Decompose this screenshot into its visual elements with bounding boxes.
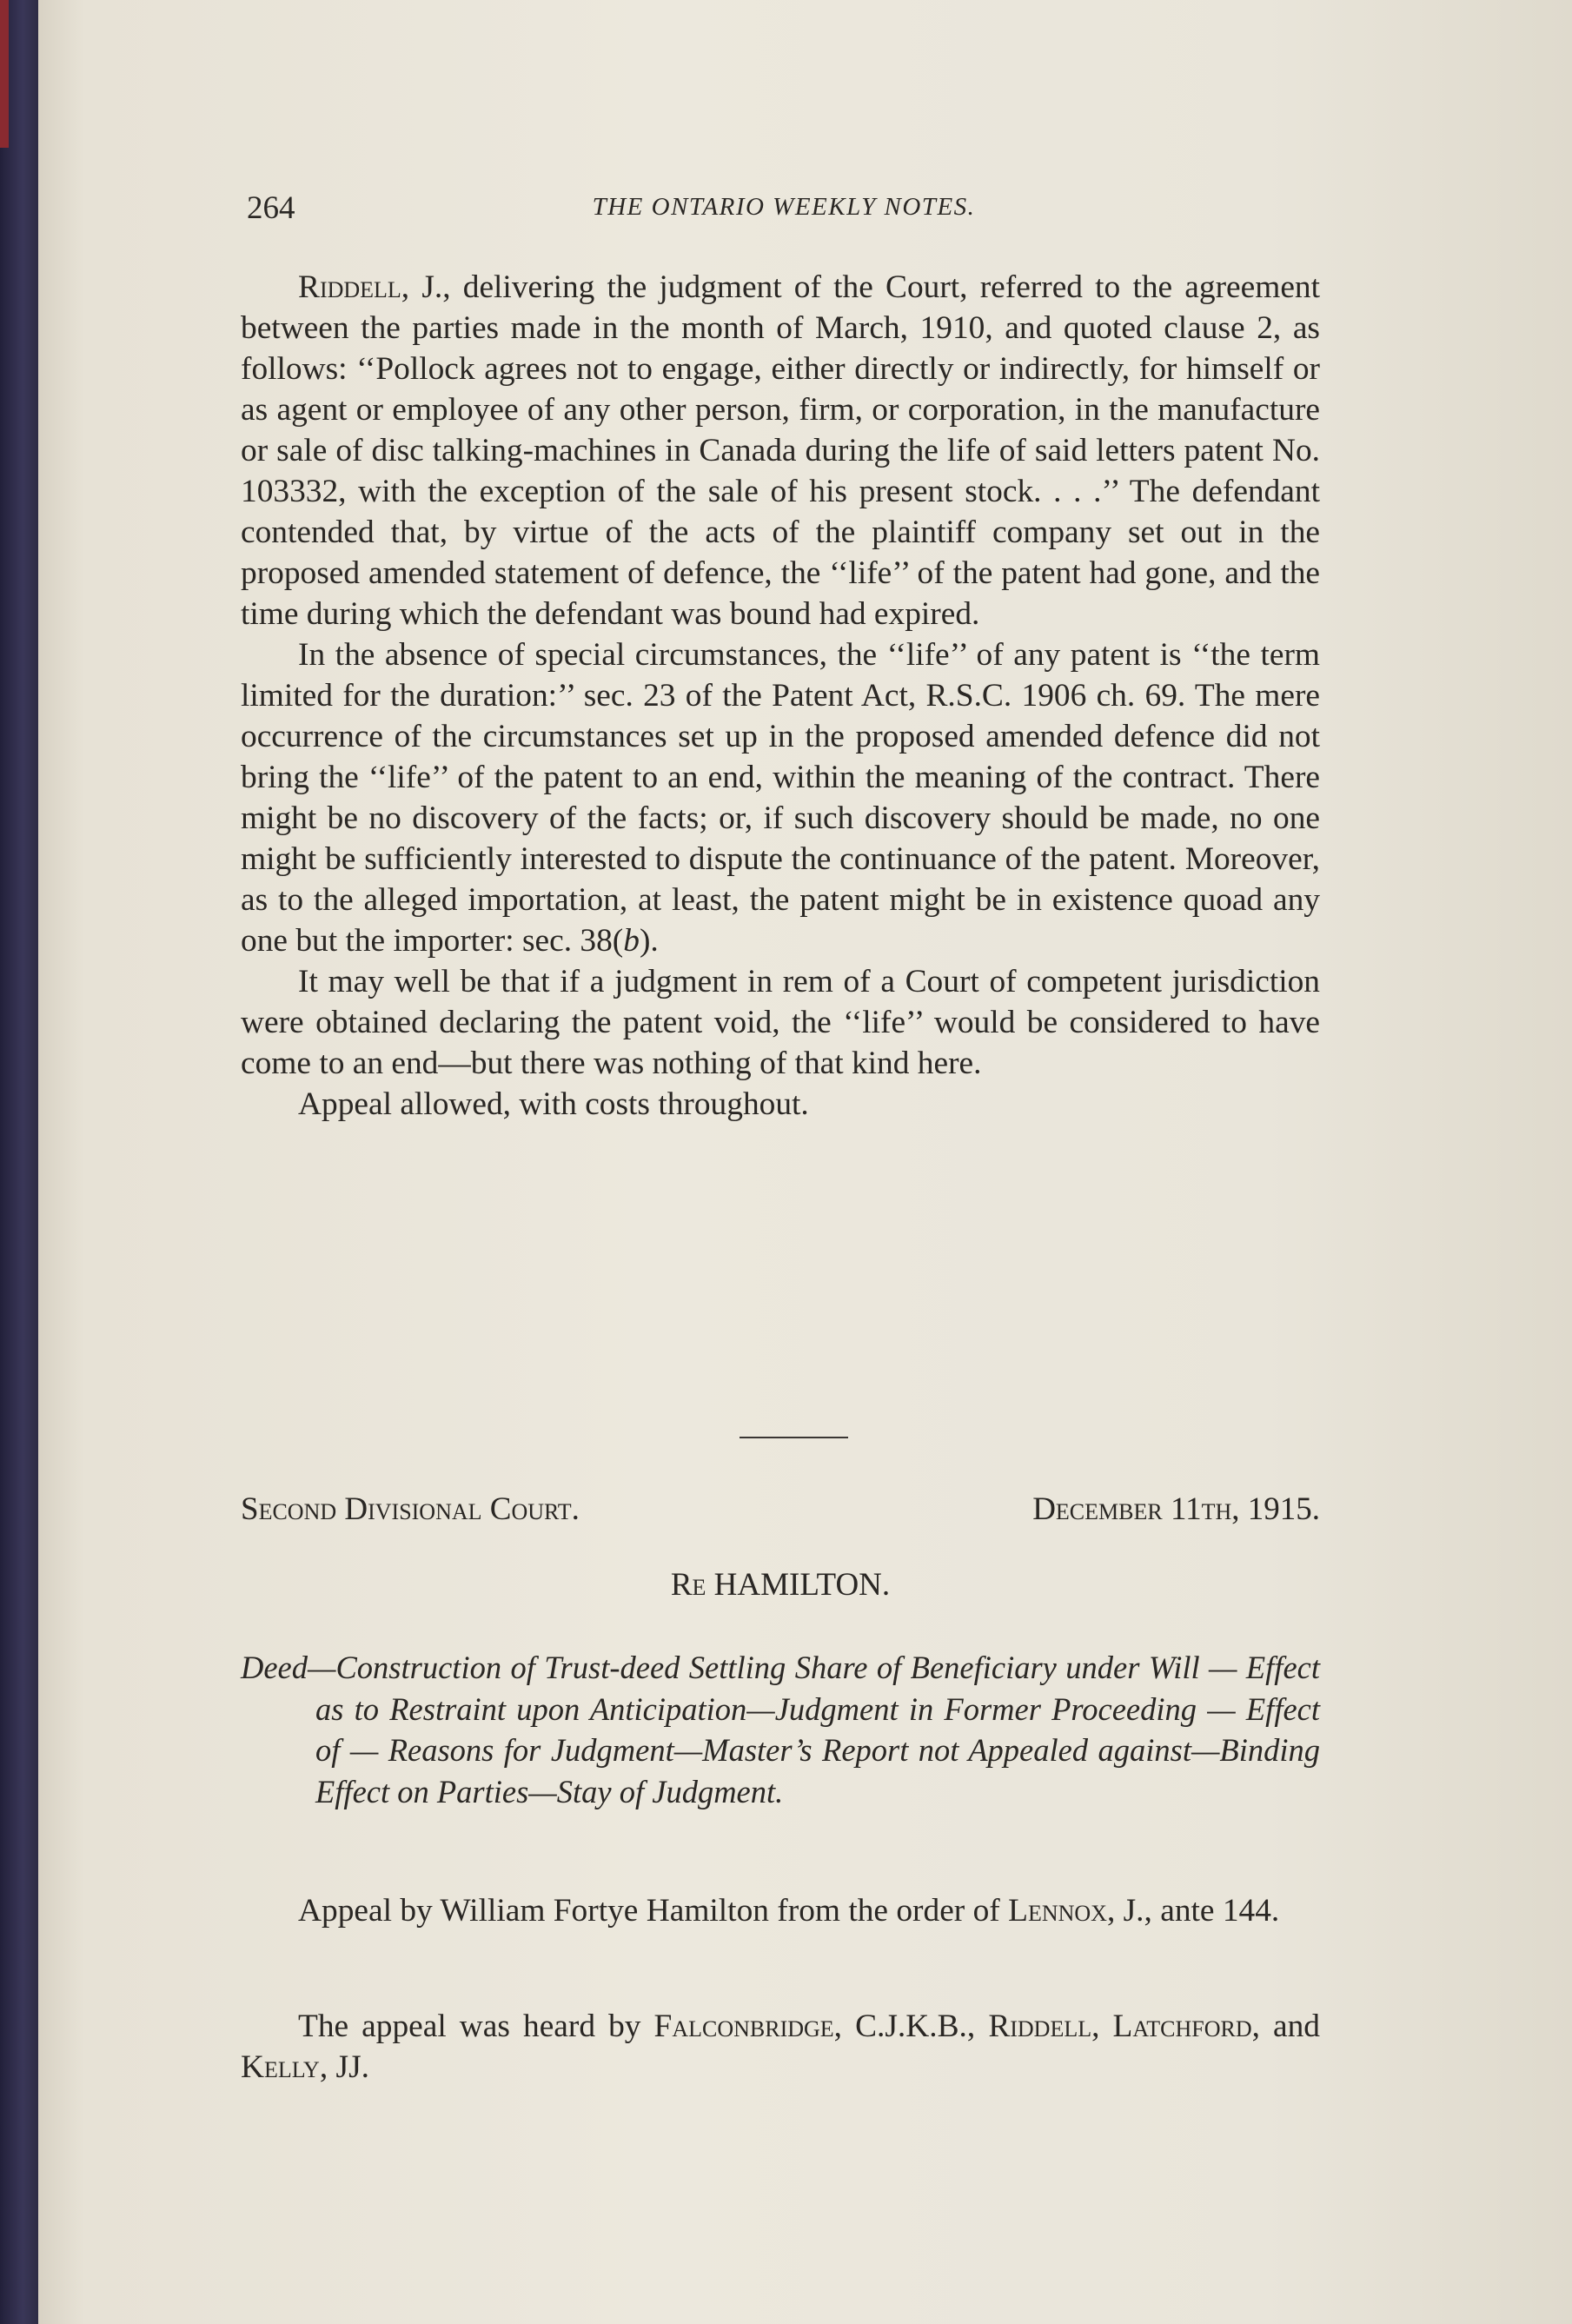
section-divider [740,1437,848,1438]
appeal-judge: Lennox [1008,1893,1107,1929]
heard-text: The appeal was heard by [298,2009,654,2044]
judgment-disposition: Appeal allowed, with costs throughout. [298,1086,809,1122]
section-letter: b [623,923,640,959]
heard-sep-2: , [1091,2009,1113,2044]
court-name: Second Divisional Court. [241,1491,580,1527]
heard-end: , JJ. [319,2049,369,2085]
headnote: Deed—Construction of Trust-deed Settling Share of Beneficiary under Will — Effect as to Restraint upon Anticipation—Judgment in Former Proceeding — Effect of — Reasons for Judgment—Master’s Report not Appealed against—Binding Effect on Parties—Stay of Judgment. [241,1650,1320,1809]
spine-edge-band [0,0,9,148]
heard-sep-3: , and [1251,2009,1320,2044]
paragraph-2-end: ). [639,923,659,959]
book-spine [0,0,38,2324]
appeal-text: Appeal by William Fortye Hamilton from the order of [298,1893,1009,1929]
heard-judge-2: Riddell [988,2009,1092,2044]
judge-name: Riddell [298,269,401,305]
paragraph-1-text: , J., delivering the judgment of the Court, referred to the agreement between the parties made in the month of March, 1910, and quoted clause 2, as follows: ‘‘Pollock agrees not to engage, either directly or indirectly, for himself or as agent or employee of any other person, firm, or corporation, in the manufacture or sale of disc talking-machines in Canada during the life of said letters patent No. 103332, with the exception of the sale of his present stock. . . .’’ The defendant contended that, by virtue of the acts of the plaintiff company set out in the proposed amended statement of defence, the ‘‘life’’ of the patent had gone, and the time during which the defendant was bound had expired. [241,269,1320,632]
heard-judge-1: Falconbridge [653,2009,834,2044]
judgment-paragraph-1 [241,267,1320,634]
case-date: December 11th, 1915. [1032,1491,1320,1527]
case-title-prefix: Re [670,1567,706,1603]
page-header [247,189,1321,233]
heard-judge-3: Latchford [1112,2009,1252,2044]
page-number: 264 [247,190,295,226]
appeal-end: , J., ante 144. [1106,1893,1280,1929]
heard-sep-1: , C.J.K.B., [833,2009,989,2044]
case-title [241,1566,1320,1604]
judgment-body [241,267,1320,1125]
judgment-paragraph-3: It may well be that if a judgment in rem of a Court of competent jurisdiction were obtained declaring the patent void, the ‘‘life’’ would be considered to have come to an end—but there was nothing of that kind here. [241,964,1320,1081]
judgment-paragraph-2 [241,634,1320,961]
heard-judge-4: Kelly [241,2049,320,2085]
paragraph-2-text: In the absence of special circumstances, the ‘‘life’’ of any patent is ‘‘the term limited for the duration:’’ sec. 23 of the Patent Act, R.S.C. 1906 ch. 69. The mere occurrence of the circumstances set up in the proposed amended defence did not bring the ‘‘life’’ of the patent to an end, within the meaning of the contract. There might be no discovery of the facts; or, if such discovery should be made, no one might be sufficiently interested to dispute the continuance of the patent. Moreover, as to the alleged importation, at least, the patent might be in existence quoad any one but the importer: sec. 38( [241,637,1320,959]
case-title-name: HAMILTON. [706,1567,891,1603]
appeal-paragraph [241,1890,1320,1931]
heard-paragraph [241,2006,1320,2088]
running-head: THE ONTARIO WEEKLY NOTES. [592,193,976,221]
